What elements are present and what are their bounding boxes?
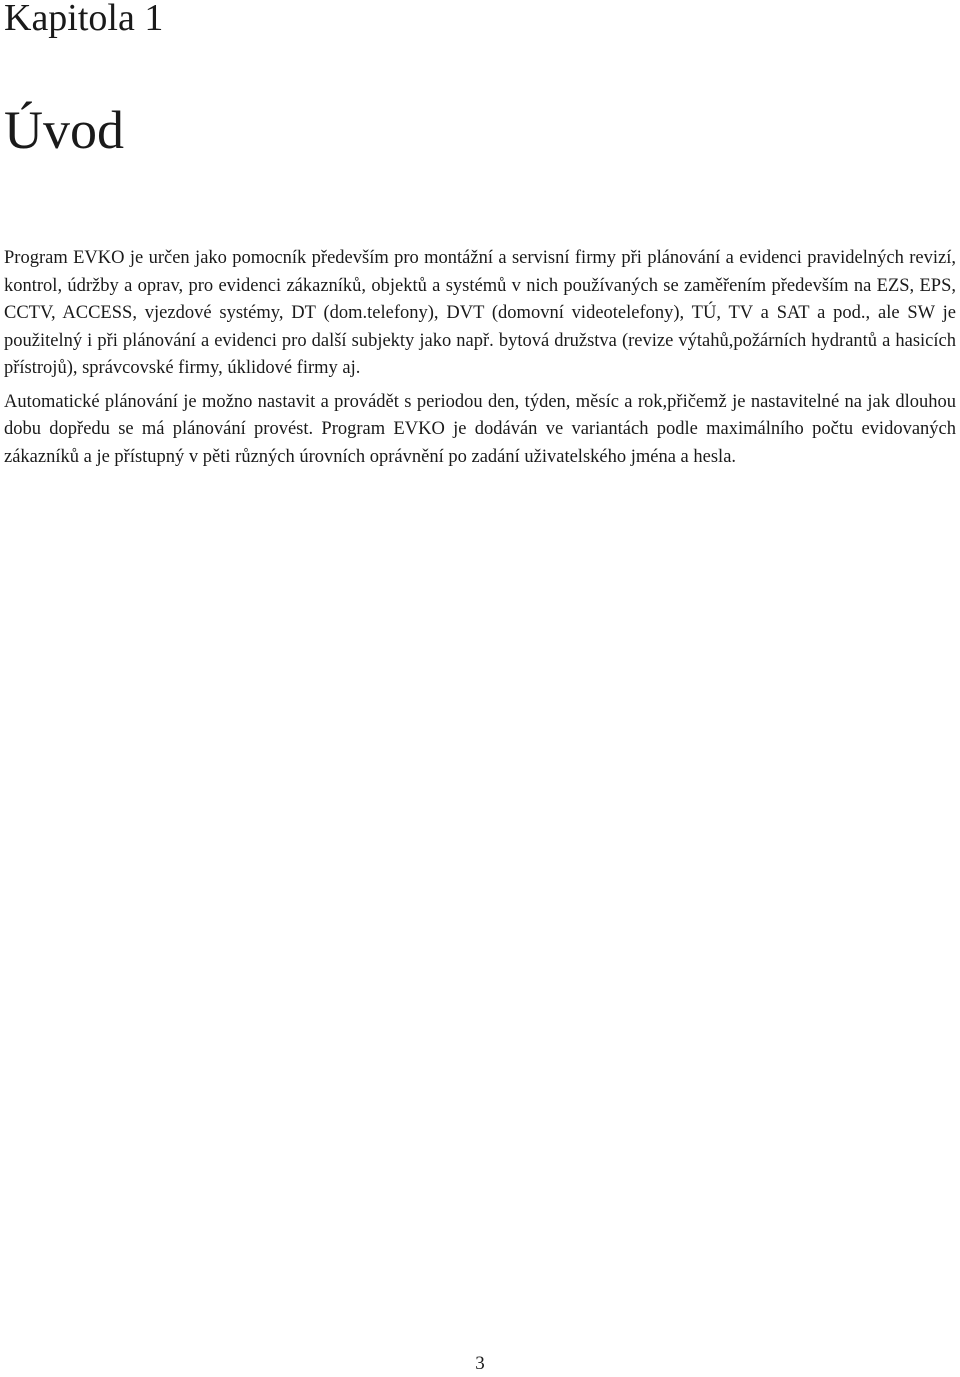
chapter-label: Kapitola 1 <box>4 0 164 39</box>
chapter-title: Úvod <box>4 100 124 160</box>
paragraph-intro: Program EVKO je určen jako pomocník především pro montážní a servisní firmy při plánování a evidenci pravidelných revizí, kontrol, údržby a oprav, pro evidenci zákazníků, objektů a systémů v nich používaných se zaměřením především na EZS, EPS, CCTV, ACCESS, vjezdové systémy, DT (dom.telefony), DVT (domovní videotelefony), TÚ, TV a SAT a pod., ale SW je použitelný i při plánování a evidenci pro další subjekty jako např. bytová družstva (revize výtahů,požárních hydrantů a hasicích přístrojů), správcovské firmy, úklidové firmy aj. <box>4 248 956 378</box>
page-number: 3 <box>475 1353 485 1374</box>
paragraph-planning: Automatické plánování je možno nastavit a provádět s periodou den, týden, měsíc a rok,přičemž je nastavitelné na jak dlouhou dobu dopředu se má plánování provést. Program EVKO je dodáván ve variantách podle maximálního počtu evidovaných zákazníků a je přístupný v pěti různých úrovních oprávnění po zadání uživatelského jména a hesla. <box>4 391 956 467</box>
body-text <box>4 245 956 471</box>
